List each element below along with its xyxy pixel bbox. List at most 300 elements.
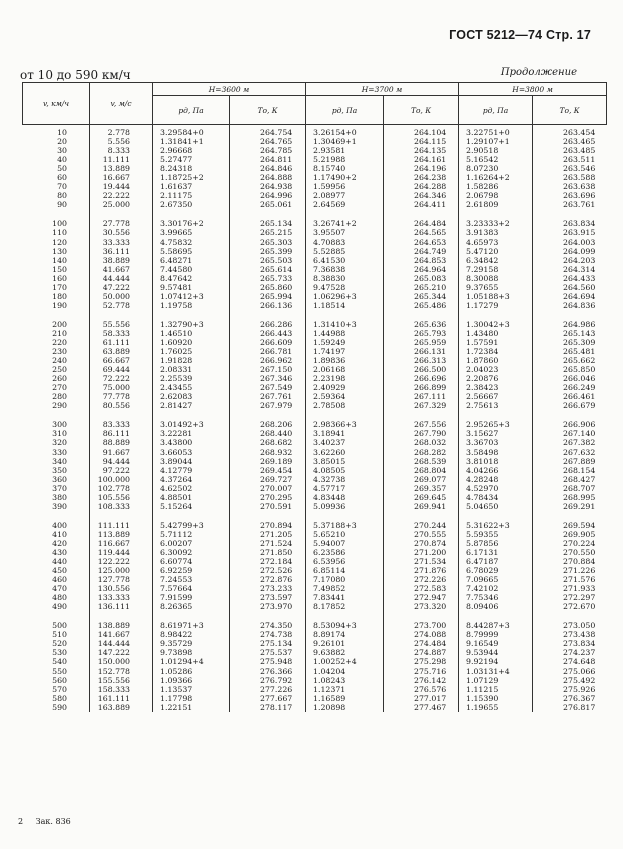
cell-speed-ms: 119.444 [90, 548, 153, 557]
cell-pressure: 4.78434 [459, 493, 533, 502]
cell-speed-kmh: 190 [52, 300, 67, 310]
cell-pressure: 2.62083 [153, 392, 230, 401]
cell-temperature: 266.962 [230, 356, 306, 365]
cell-temperature: 266.443 [230, 329, 306, 338]
cell-temperature: 269.454 [230, 466, 306, 475]
cell-pressure: 1.01294+4 [153, 657, 230, 666]
table-row [23, 557, 607, 566]
cell-pressure: 1.09366 [153, 676, 230, 685]
cell-pressure: 2.11175 [153, 191, 230, 200]
cell-pressure: 1.32790+3 [153, 320, 230, 329]
continuation-label: Продолжение [500, 67, 577, 78]
cell-speed-kmh: 450 [52, 566, 67, 576]
spacer-cell [230, 511, 306, 521]
cell-pressure: 1.46510 [153, 329, 230, 338]
cell-pressure: 7.83441 [306, 593, 384, 602]
cell-pressure: 1.59956 [306, 182, 384, 191]
cell-pressure: 8.09406 [459, 602, 533, 611]
cell-pressure: 1.13537 [153, 685, 230, 694]
cell-pressure: 6.48271 [153, 256, 230, 265]
spacer-cell [23, 209, 90, 219]
cell-temperature: 274.738 [230, 630, 306, 639]
cell-temperature: 271.850 [230, 548, 306, 557]
cell-pressure: 3.62260 [306, 448, 384, 457]
cell-pressure: 5.09936 [306, 502, 384, 511]
cell-pressure: 1.20898 [306, 703, 384, 712]
cell-pressure: 7.49852 [306, 584, 384, 593]
cell-temperature: 263.465 [533, 137, 607, 146]
cell-pressure: 4.83448 [306, 493, 384, 502]
cell-pressure: 1.30469+1 [306, 137, 384, 146]
table-row [23, 320, 607, 329]
cell-temperature: 266.899 [384, 383, 459, 392]
cell-temperature: 264.653 [384, 238, 459, 247]
spacer-cell [384, 310, 459, 320]
table-row [23, 621, 607, 630]
cell-pressure: 8.44287+3 [459, 621, 533, 630]
cell-speed-ms: 38.889 [90, 256, 153, 265]
cell-pressure: 8.15740 [306, 164, 384, 173]
cell-temperature: 264.238 [384, 173, 459, 182]
table-row [23, 575, 607, 584]
cell-temperature: 271.205 [230, 530, 306, 539]
cell-speed-kmh: 570 [52, 684, 67, 694]
cell-pressure: 1.74197 [306, 347, 384, 356]
cell-temperature: 272.876 [230, 575, 306, 584]
cell-speed-kmh: 320 [52, 438, 67, 448]
group-header-3700: H=3700 м [306, 83, 459, 96]
cell-speed-kmh: 440 [52, 557, 67, 567]
cell-temperature: 264.785 [230, 146, 306, 155]
cell-pressure: 9.63882 [306, 648, 384, 657]
cell-pressure: 1.43480 [459, 329, 533, 338]
table-row [23, 401, 607, 410]
cell-pressure: 4.75832 [153, 238, 230, 247]
cell-speed-ms: 144.444 [90, 639, 153, 648]
cell-speed-kmh: 310 [52, 429, 67, 439]
cell-temperature: 263.485 [533, 146, 607, 155]
cell-temperature: 275.492 [533, 676, 607, 685]
cell-speed-kmh: 580 [52, 693, 67, 703]
cell-pressure: 9.73898 [153, 648, 230, 657]
cell-temperature: 272.297 [533, 593, 607, 602]
cell-speed-kmh: 120 [52, 237, 67, 247]
cell-temperature: 274.484 [384, 639, 459, 648]
cell-pressure: 2.95265+3 [459, 420, 533, 429]
cell-pressure: 1.17490+2 [306, 173, 384, 182]
cell-temperature: 274.350 [230, 621, 306, 630]
cell-pressure: 1.17279 [459, 301, 533, 310]
cell-pressure: 3.43800 [153, 438, 230, 447]
cell-pressure: 1.06296+3 [306, 292, 384, 301]
cell-temperature: 276.792 [230, 676, 306, 685]
cell-temperature: 268.932 [230, 448, 306, 457]
cell-speed-kmh: 280 [52, 392, 67, 402]
cell-temperature: 270.884 [533, 557, 607, 566]
footer-order-label: Зак. 836 [35, 817, 71, 826]
cell-speed-ms: 158.333 [90, 685, 153, 694]
cell-pressure: 8.53094+3 [306, 621, 384, 630]
cell-temperature: 263.696 [533, 191, 607, 200]
cell-speed-kmh: 340 [52, 456, 67, 466]
cell-temperature: 266.131 [384, 347, 459, 356]
cell-temperature: 275.948 [230, 657, 306, 666]
cell-pressure: 3.95507 [306, 228, 384, 237]
cell-pressure: 2.20876 [459, 374, 533, 383]
cell-temperature: 263.761 [533, 200, 607, 209]
cell-speed-ms: 58.333 [90, 329, 153, 338]
cell-pressure: 9.57481 [153, 283, 230, 292]
cell-pressure: 2.75613 [459, 401, 533, 410]
cell-pressure: 1.05188+3 [459, 292, 533, 301]
table-row [23, 356, 607, 365]
spacer-cell [23, 410, 90, 420]
cell-pressure: 8.07230 [459, 164, 533, 173]
cell-speed-kmh: 60 [57, 173, 67, 183]
cell-speed-ms: 2.778 [90, 125, 153, 138]
cell-pressure: 6.85114 [306, 566, 384, 575]
cell-temperature: 270.550 [533, 548, 607, 557]
col-header-temperature: Tо, К [384, 96, 459, 125]
cell-pressure: 2.64569 [306, 200, 384, 209]
cell-pressure: 2.06168 [306, 365, 384, 374]
spacer-cell [533, 410, 607, 420]
table-row [23, 502, 607, 511]
cell-speed-ms: 41.667 [90, 265, 153, 274]
cell-speed-ms: 77.778 [90, 392, 153, 401]
cell-temperature: 264.749 [384, 247, 459, 256]
cell-pressure: 1.59249 [306, 338, 384, 347]
cell-temperature: 265.303 [230, 238, 306, 247]
cell-temperature: 269.357 [384, 484, 459, 493]
spacer-cell [384, 511, 459, 521]
cell-pressure: 1.22151 [153, 703, 230, 712]
cell-pressure: 2.90518 [459, 146, 533, 155]
table-row [23, 584, 607, 593]
cell-pressure: 4.32738 [306, 475, 384, 484]
cell-speed-ms: 75.000 [90, 383, 153, 392]
cell-pressure: 9.37655 [459, 283, 533, 292]
cell-speed-kmh: 490 [52, 602, 67, 612]
cell-pressure: 6.60774 [153, 557, 230, 566]
cell-speed-ms: 22.222 [90, 191, 153, 200]
cell-pressure: 3.40237 [306, 438, 384, 447]
cell-speed-ms: 155.556 [90, 676, 153, 685]
cell-temperature: 272.184 [230, 557, 306, 566]
cell-temperature: 277.667 [230, 694, 306, 703]
cell-temperature: 264.938 [230, 182, 306, 191]
cell-speed-ms: 63.889 [90, 347, 153, 356]
col-header-temperature: Tо, К [230, 96, 306, 125]
cell-pressure: 1.18725+2 [153, 173, 230, 182]
cell-temperature: 276.142 [384, 676, 459, 685]
cell-pressure: 7.44580 [153, 265, 230, 274]
cell-pressure: 3.22281 [153, 429, 230, 438]
cell-temperature: 265.860 [230, 283, 306, 292]
cell-temperature: 265.481 [533, 347, 607, 356]
col-header-speed-ms: v, м/с [90, 83, 153, 125]
cell-pressure: 8.61971+3 [153, 621, 230, 630]
cell-pressure: 6.34842 [459, 256, 533, 265]
table-row [23, 630, 607, 639]
cell-speed-ms: 13.889 [90, 164, 153, 173]
table-row [23, 566, 607, 575]
cell-pressure: 8.26365 [153, 602, 230, 611]
cell-temperature: 268.154 [533, 466, 607, 475]
cell-temperature: 271.226 [533, 566, 607, 575]
cell-pressure: 1.15390 [459, 694, 533, 703]
table-row [23, 703, 607, 712]
cell-temperature: 263.834 [533, 219, 607, 228]
table-row [23, 466, 607, 475]
table-row [23, 392, 607, 401]
cell-pressure: 3.01492+3 [153, 420, 230, 429]
table-row [23, 521, 607, 530]
cell-pressure: 2.08331 [153, 365, 230, 374]
cell-pressure: 8.98422 [153, 630, 230, 639]
cell-temperature: 265.486 [384, 301, 459, 310]
group-header-3800: H=3800 м [459, 83, 607, 96]
cell-pressure: 7.75346 [459, 593, 533, 602]
cell-temperature: 271.876 [384, 566, 459, 575]
cell-speed-ms: 147.222 [90, 648, 153, 657]
table-row [23, 292, 607, 301]
cell-speed-kmh: 300 [52, 420, 67, 430]
cell-pressure: 3.36703 [459, 438, 533, 447]
cell-temperature: 264.986 [533, 320, 607, 329]
cell-speed-ms: 105.556 [90, 493, 153, 502]
spacer-cell [153, 410, 230, 420]
cell-pressure: 7.36838 [306, 265, 384, 274]
cell-pressure: 4.70883 [306, 238, 384, 247]
spacer-cell [153, 310, 230, 320]
spacer-cell [90, 209, 153, 219]
block-spacer [23, 310, 607, 320]
cell-pressure: 5.04650 [459, 502, 533, 511]
cell-temperature: 265.309 [533, 338, 607, 347]
cell-temperature: 267.556 [384, 420, 459, 429]
table-row [23, 548, 607, 557]
cell-temperature: 264.565 [384, 228, 459, 237]
cell-temperature: 271.933 [533, 584, 607, 593]
cell-temperature: 267.329 [384, 401, 459, 410]
spacer-cell [90, 310, 153, 320]
cell-temperature: 278.117 [230, 703, 306, 712]
cell-speed-ms: 150.000 [90, 657, 153, 666]
cell-speed-kmh: 330 [52, 447, 67, 457]
cell-speed-ms: 16.667 [90, 173, 153, 182]
cell-temperature: 271.576 [533, 575, 607, 584]
cell-pressure: 3.85015 [306, 457, 384, 466]
cell-speed-ms: 47.222 [90, 283, 153, 292]
cell-speed-kmh: 10 [57, 128, 67, 137]
table-row [23, 493, 607, 502]
table-row [23, 191, 607, 200]
spacer-cell [459, 209, 533, 219]
spacer-cell [533, 209, 607, 219]
cell-pressure: 5.47120 [459, 247, 533, 256]
cell-pressure: 1.72384 [459, 347, 533, 356]
spacer-cell [533, 611, 607, 621]
cell-temperature: 266.313 [384, 356, 459, 365]
cell-pressure: 1.12371 [306, 685, 384, 694]
cell-temperature: 271.200 [384, 548, 459, 557]
cell-pressure: 1.44988 [306, 329, 384, 338]
cell-pressure: 5.16542 [459, 155, 533, 164]
spacer-cell [90, 611, 153, 621]
spacer-cell [153, 511, 230, 521]
cell-temperature: 264.853 [384, 256, 459, 265]
cell-pressure: 5.94007 [306, 539, 384, 548]
cell-speed-ms: 130.556 [90, 584, 153, 593]
table-row [23, 448, 607, 457]
page-footer [18, 817, 71, 826]
cell-pressure: 4.62502 [153, 484, 230, 493]
cell-pressure: 2.81427 [153, 401, 230, 410]
table-row [23, 484, 607, 493]
spacer-cell [230, 611, 306, 621]
table-row [23, 438, 607, 447]
cell-temperature: 263.511 [533, 155, 607, 164]
cell-speed-kmh: 200 [52, 319, 67, 329]
cell-temperature: 274.237 [533, 648, 607, 657]
cell-speed-ms: 8.333 [90, 146, 153, 155]
cell-temperature: 273.834 [533, 639, 607, 648]
page-label: Стр. 17 [545, 28, 591, 42]
cell-temperature: 272.583 [384, 584, 459, 593]
cell-pressure: 2.61809 [459, 200, 533, 209]
cell-pressure: 6.30092 [153, 548, 230, 557]
spacer-cell [90, 410, 153, 420]
cell-temperature: 273.700 [384, 621, 459, 630]
cell-speed-kmh: 470 [52, 584, 67, 594]
spacer-cell [306, 209, 384, 219]
cell-pressure: 1.91828 [153, 356, 230, 365]
cell-pressure: 1.57591 [459, 338, 533, 347]
cell-temperature: 265.061 [230, 200, 306, 209]
table-row [23, 228, 607, 237]
table-row [23, 164, 607, 173]
cell-pressure: 5.58695 [153, 247, 230, 256]
cell-pressure: 4.37264 [153, 475, 230, 484]
cell-temperature: 267.111 [384, 392, 459, 401]
cell-temperature: 264.560 [533, 283, 607, 292]
cell-pressure: 8.89174 [306, 630, 384, 639]
spacer-cell [230, 209, 306, 219]
table-row [23, 219, 607, 228]
cell-speed-kmh: 380 [52, 492, 67, 502]
cell-pressure: 4.88501 [153, 493, 230, 502]
cell-pressure: 1.16264+2 [459, 173, 533, 182]
cell-temperature: 267.889 [533, 457, 607, 466]
table-row [23, 676, 607, 685]
footer-page-number: 2 [18, 817, 24, 826]
table-row [23, 648, 607, 657]
cell-temperature: 273.438 [533, 630, 607, 639]
cell-pressure: 5.21988 [306, 155, 384, 164]
cell-temperature: 275.298 [384, 657, 459, 666]
cell-speed-kmh: 40 [57, 155, 67, 165]
spacer-cell [384, 209, 459, 219]
cell-speed-kmh: 90 [57, 200, 67, 210]
cell-pressure: 2.56667 [459, 392, 533, 401]
cell-temperature: 265.344 [384, 292, 459, 301]
cell-pressure: 2.38423 [459, 383, 533, 392]
cell-pressure: 2.40929 [306, 383, 384, 392]
cell-speed-kmh: 360 [52, 474, 67, 484]
col-header-pressure: pд, Па [306, 96, 384, 125]
cell-temperature: 263.638 [533, 182, 607, 191]
table-row [23, 247, 607, 256]
cell-temperature: 264.964 [384, 265, 459, 274]
cell-pressure: 3.89044 [153, 457, 230, 466]
table-row [23, 173, 607, 182]
table-row [23, 602, 607, 611]
block-spacer [23, 209, 607, 219]
cell-temperature: 264.888 [230, 173, 306, 182]
cell-temperature: 264.811 [230, 155, 306, 164]
table-row [23, 530, 607, 539]
spacer-cell [23, 611, 90, 621]
table-row [23, 475, 607, 484]
cell-pressure: 3.29584+0 [153, 125, 230, 138]
cell-speed-kmh: 210 [52, 328, 67, 338]
cell-pressure: 1.87860 [459, 356, 533, 365]
cell-temperature: 272.670 [533, 602, 607, 611]
group-header-3600: H=3600 м [153, 83, 306, 96]
col-header-speed-kmh: v, км/ч [23, 83, 90, 125]
spacer-cell [306, 611, 384, 621]
cell-temperature: 264.411 [384, 200, 459, 209]
cell-temperature: 264.196 [384, 164, 459, 173]
cell-pressure: 1.07129 [459, 676, 533, 685]
cell-temperature: 269.905 [533, 530, 607, 539]
cell-pressure: 2.23198 [306, 374, 384, 383]
cell-pressure: 2.59364 [306, 392, 384, 401]
cell-speed-kmh: 80 [57, 191, 67, 201]
cell-speed-kmh: 150 [52, 264, 67, 274]
cell-temperature: 265.614 [230, 265, 306, 274]
cell-pressure: 2.08977 [306, 191, 384, 200]
cell-temperature: 270.874 [384, 539, 459, 548]
cell-temperature: 264.754 [230, 125, 306, 138]
table-row [23, 146, 607, 155]
cell-temperature: 270.894 [230, 521, 306, 530]
cell-pressure: 1.29107+1 [459, 137, 533, 146]
cell-pressure: 5.42799+3 [153, 521, 230, 530]
cell-speed-ms: 66.667 [90, 356, 153, 365]
cell-temperature: 264.099 [533, 247, 607, 256]
cell-speed-ms: 52.778 [90, 301, 153, 310]
cell-temperature: 265.399 [230, 247, 306, 256]
cell-pressure: 1.16589 [306, 694, 384, 703]
cell-temperature: 266.249 [533, 383, 607, 392]
spacer-cell [306, 310, 384, 320]
spacer-cell [306, 410, 384, 420]
cell-pressure: 1.03131+4 [459, 667, 533, 676]
table-row [23, 694, 607, 703]
cell-pressure: 9.92194 [459, 657, 533, 666]
cell-pressure: 7.42102 [459, 584, 533, 593]
cell-temperature: 264.694 [533, 292, 607, 301]
cell-temperature: 273.970 [230, 602, 306, 611]
table-row [23, 238, 607, 247]
cell-temperature: 266.781 [230, 347, 306, 356]
cell-speed-ms: 100.000 [90, 475, 153, 484]
cell-speed-kmh: 170 [52, 282, 67, 292]
cell-speed-kmh: 290 [52, 401, 67, 411]
cell-temperature: 268.707 [533, 484, 607, 493]
